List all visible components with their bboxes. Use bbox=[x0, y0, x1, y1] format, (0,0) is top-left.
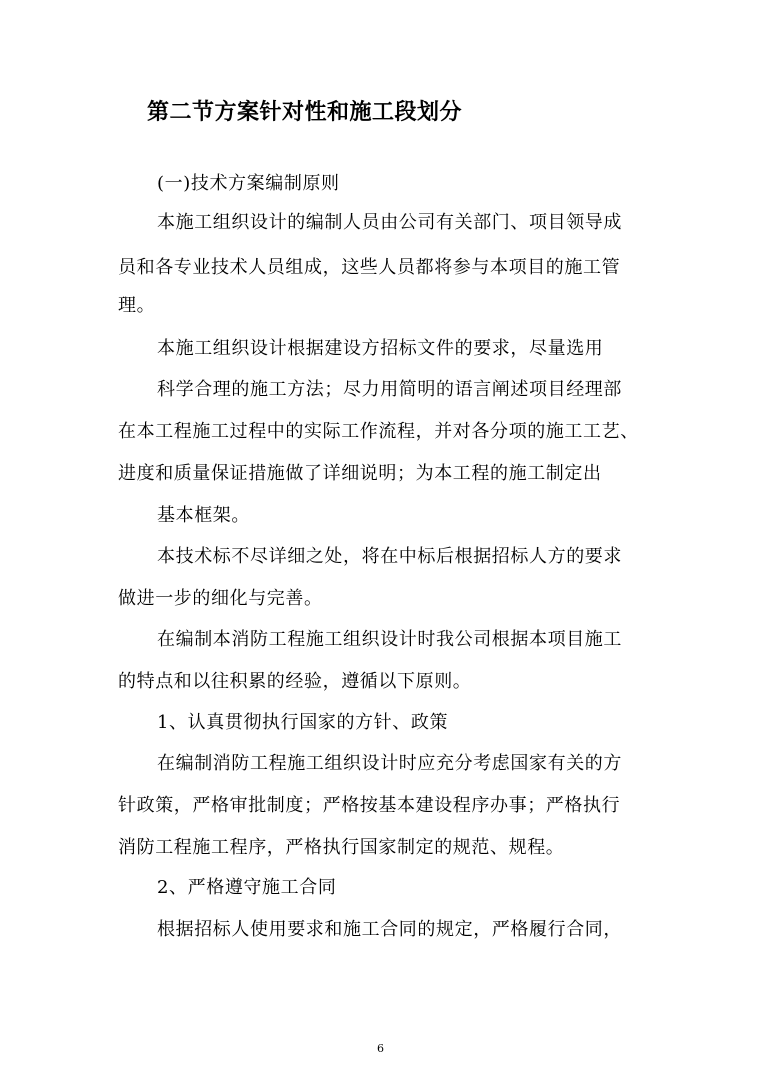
paragraph-line-3: 员和各专业技术人员组成，这些人员都将参与本项目的施工管 bbox=[118, 257, 621, 278]
paragraph-line-13: 的特点和以往积累的经验，遵循以下原则。 bbox=[118, 671, 472, 692]
paragraph-line-14: 在编制消防工程施工组织设计时应充分考虑国家有关的方 bbox=[157, 753, 622, 774]
page-number: 6 bbox=[377, 1042, 384, 1055]
section-heading: 第二节方案针对性和施工段划分 bbox=[147, 100, 463, 125]
paragraph-line-9: 基本框架。 bbox=[157, 505, 250, 526]
paragraph-line-4: 理。 bbox=[118, 295, 156, 316]
paragraph-line-2: 本施工组织设计的编制人员由公司有关部门、项目领导成 bbox=[157, 212, 622, 233]
list-item-1: 1、认真贯彻执行国家的方针、政策 bbox=[157, 712, 449, 733]
paragraph-line-8: 进度和质量保证措施做了详细说明；为本工程的施工制定出 bbox=[118, 463, 602, 484]
paragraph-line-10: 本技术标不尽详细之处，将在中标后根据招标人方的要求 bbox=[157, 546, 622, 567]
paragraph-line-7: 在本工程施工过程中的实际工作流程，并对各分项的施工工艺、 bbox=[118, 421, 639, 442]
list-item-2: 2、严格遵守施工合同 bbox=[157, 877, 337, 898]
paragraph-line-16: 消防工程施工程序，严格执行国家制定的规范、规程。 bbox=[118, 837, 565, 858]
paragraph-line-6: 科学合理的施工方法；尽力用简明的语言阐述项目经理部 bbox=[157, 379, 622, 400]
paragraph-line-17: 根据招标人使用要求和施工合同的规定，严格履行合同， bbox=[157, 919, 622, 940]
paragraph-line-11: 做进一步的细化与完善。 bbox=[118, 588, 323, 609]
paragraph-line-15: 针政策，严格审批制度；严格按基本建设程序办事；严格执行 bbox=[118, 795, 621, 816]
paragraph-line-1: (一)技术方案编制原则 bbox=[157, 173, 340, 194]
paragraph-line-12: 在编制本消防工程施工组织设计时我公司根据本项目施工 bbox=[157, 629, 622, 650]
paragraph-line-5: 本施工组织设计根据建设方招标文件的要求，尽量选用 bbox=[157, 338, 604, 359]
